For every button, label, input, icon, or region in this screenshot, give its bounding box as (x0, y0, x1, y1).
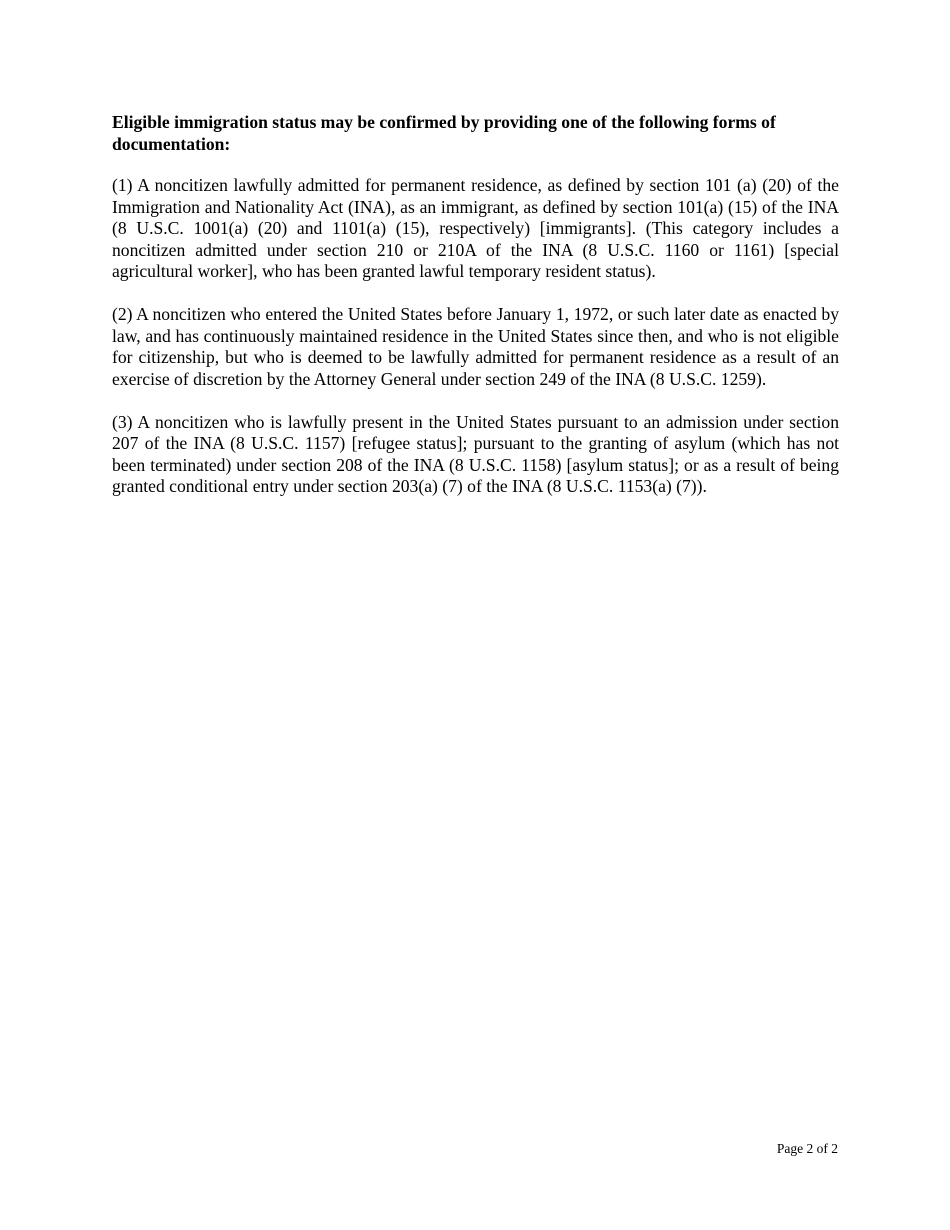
page-number: Page 2 of 2 (776, 1141, 838, 1156)
paragraph-2: (2) A noncitizen who entered the United States before January 1, 1972, or such later date as enacted by law, and has continuously maintained residence in the United States since then, and who is not eligible for citizenship, but who is deemed to be lawfully admitted for permanent residence as a result of an exercise of discretion by the Attorney General under section 249 of the INA (8 U.S.C. 1259). (112, 304, 839, 389)
document-heading: Eligible immigration status may be confirmed by providing one of the following forms of documentation: (112, 112, 776, 154)
paragraph-3: (3) A noncitizen who is lawfully present in the United States pursuant to an admission under section 207 of the INA (8 U.S.C. 1157) [refugee status]; pursuant to the granting of asylum (which has not been terminated) under section 208 of the INA (8 U.S.C. 1158) [asylum status]; or as a result of being granted conditional entry under section 203(a) (7) of the INA (8 U.S.C. 1153(a) (7)). (112, 411, 839, 496)
paragraph-1: (1) A noncitizen lawfully admitted for permanent residence, as defined by section 101 (a) (20) of the Immigration and Nationality Act (INA), as an immigrant, as defined by section 101(a) (15) of the INA (8 U.S.C. 1001(a) (20) and 1101(a) (15), respectively) [immigrants]. (This category includes a noncitizen admitted under section 210 or 210A of the INA (8 U.S.C. 1160 or 1161) [special agricultural worker], who has been granted lawful temporary resident status). (112, 175, 839, 281)
document-page (112, 112, 839, 519)
